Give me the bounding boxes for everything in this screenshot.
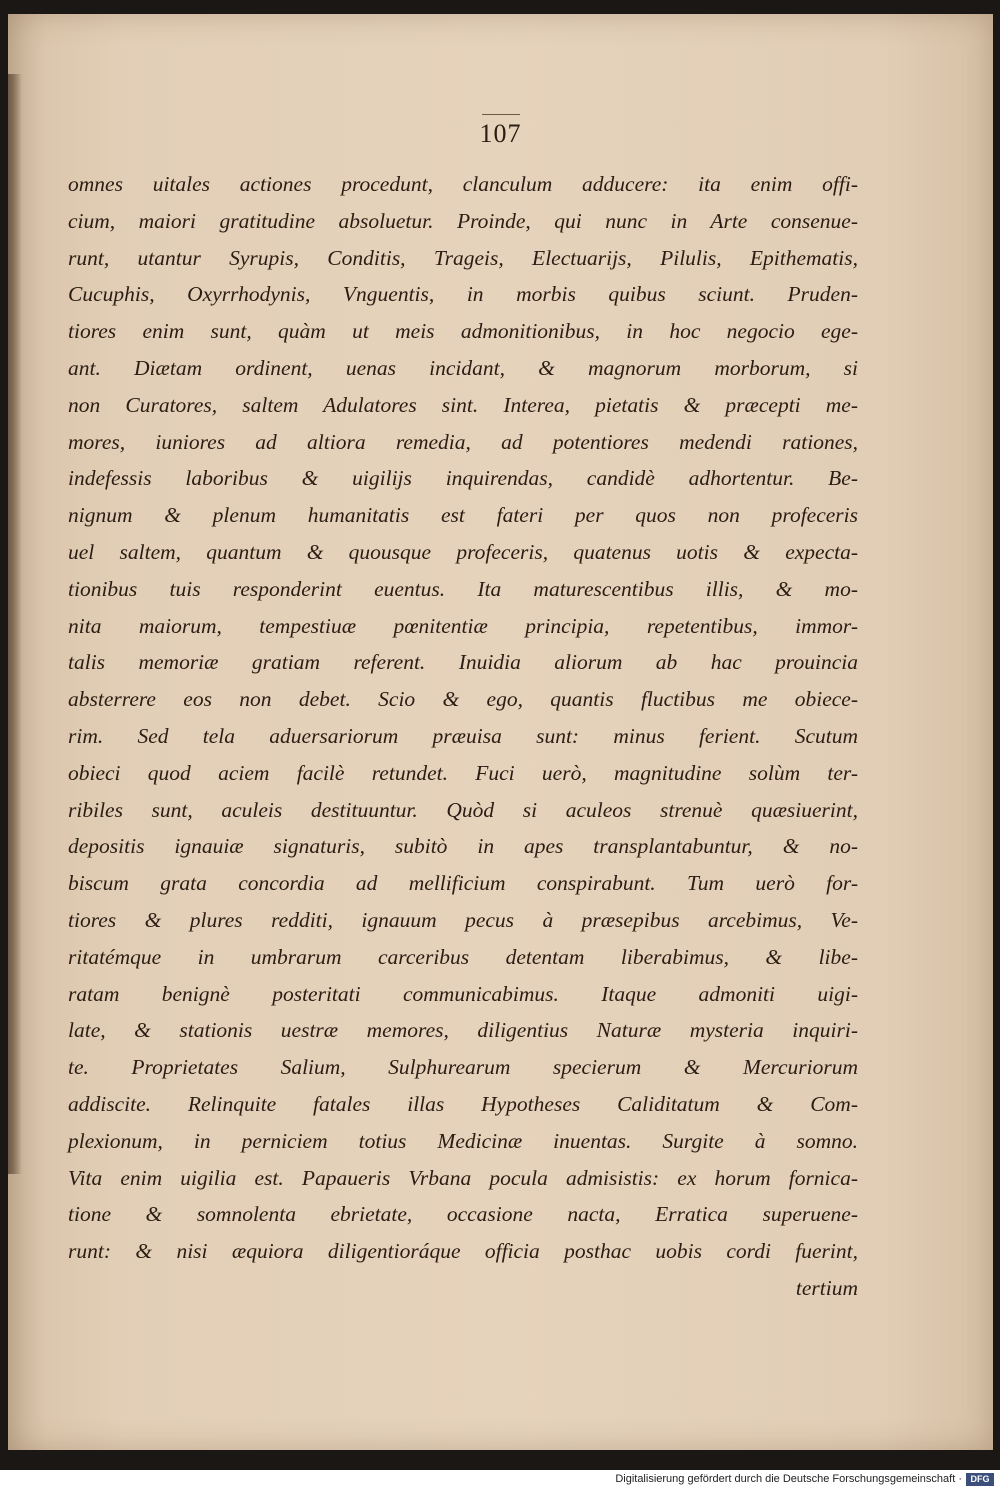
text-line: biscum grata concordia ad mellificium conspirabunt. Tum uerò for- bbox=[68, 871, 858, 896]
text-line: ratam benignè posteritati communicabimus. Itaque admoniti uigi- bbox=[68, 981, 858, 1006]
text-line: tione & somnolenta ebrietate, occasione nacta, Erratica superuene- bbox=[68, 1202, 858, 1227]
footer-credit: Digitalisierung gefördert durch die Deutsche Forschungsgemeinschaft · bbox=[615, 1473, 962, 1485]
binding-edge bbox=[8, 74, 22, 1174]
dfg-logo-icon: DFG bbox=[966, 1473, 994, 1486]
text-line: Vita enim uigilia est. Papaueris Vrbana pocula admisistis: ex horum fornica- bbox=[68, 1165, 858, 1190]
text-line: plexionum, in perniciem totius Medicinæ inuentas. Surgite à somno. bbox=[68, 1128, 858, 1153]
text-line: uel saltem, quantum & quousque profeceris, quatenus uotis & expecta- bbox=[68, 539, 858, 564]
text-line: cium, maiori gratitudine absoluetur. Proinde, qui nunc in Arte consenue- bbox=[68, 208, 858, 233]
text-line: late, & stationis uestræ memores, diligentius Naturæ mysteria inquiri- bbox=[68, 1018, 858, 1043]
text-line: nignum & plenum humanitatis est fateri per quos non profeceris bbox=[68, 503, 858, 528]
text-line: talis memoriæ gratiam referent. Inuidia aliorum ab hac prouincia bbox=[68, 650, 858, 675]
header-rule bbox=[482, 114, 520, 115]
text-line: ritatémque in umbrarum carceribus detentam liberabimus, & libe- bbox=[68, 944, 858, 969]
text-line: runt, utantur Syrupis, Conditis, Trageis, Electuarijs, Pilulis, Epithematis, bbox=[68, 245, 858, 270]
text-line: mores, iuniores ad altiora remedia, ad potentiores medendi rationes, bbox=[68, 429, 858, 454]
text-line: depositis ignauiæ signaturis, subitò in apes transplantabuntur, & no- bbox=[68, 834, 858, 859]
body-text bbox=[68, 166, 858, 1307]
text-line: ribiles sunt, aculeis destituuntur. Quòd si aculeos strenuè quæsiuerint, bbox=[68, 797, 858, 822]
text-line: ant. Diætam ordinent, uenas incidant, & magnorum morborum, si bbox=[68, 355, 858, 380]
text-line: omnes uitales actiones procedunt, clanculum adducere: ita enim offi- bbox=[68, 172, 858, 196]
catchword: tertium bbox=[795, 1275, 858, 1300]
text-line: runt: & nisi æquiora diligentioráque officia posthac uobis cordi fuerint, bbox=[68, 1239, 858, 1264]
footer-bar bbox=[0, 1470, 1000, 1490]
book-page bbox=[8, 14, 993, 1450]
text-line: tiores enim sunt, quàm ut meis admonitionibus, in hoc negocio ege- bbox=[68, 319, 858, 344]
text-line: tiores & plures redditi, ignauum pecus à præsepibus arcebimus, Ve- bbox=[68, 907, 858, 932]
text-line: non Curatores, saltem Adulatores sint. Interea, pietatis & præcepti me- bbox=[68, 392, 858, 417]
page-header bbox=[8, 114, 993, 149]
text-line: tionibus tuis responderint euentus. Ita maturescentibus illis, & mo- bbox=[68, 576, 858, 601]
page-number: 107 bbox=[479, 119, 522, 148]
text-line: rim. Sed tela aduersariorum præuisa sunt: minus ferient. Scutum bbox=[68, 723, 858, 748]
text-line: obieci quod aciem facilè retundet. Fuci uerò, magnitudine solùm ter- bbox=[68, 760, 858, 785]
text-line: addiscite. Relinquite fatales illas Hypotheses Caliditatum & Com- bbox=[68, 1091, 858, 1116]
text-line: indefessis laboribus & uigilijs inquirendas, candidè adhortentur. Be- bbox=[68, 466, 858, 491]
text-line: Cucuphis, Oxyrrhodynis, Vnguentis, in morbis quibus sciunt. Pruden- bbox=[68, 282, 858, 307]
text-line: nita maiorum, tempestiuæ pœnitentiæ principia, repetentibus, immor- bbox=[68, 613, 858, 638]
text-line: absterrere eos non debet. Scio & ego, quantis fluctibus me obiece- bbox=[68, 687, 858, 712]
text-line: te. Proprietates Salium, Sulphurearum specierum & Mercuriorum bbox=[68, 1055, 858, 1080]
